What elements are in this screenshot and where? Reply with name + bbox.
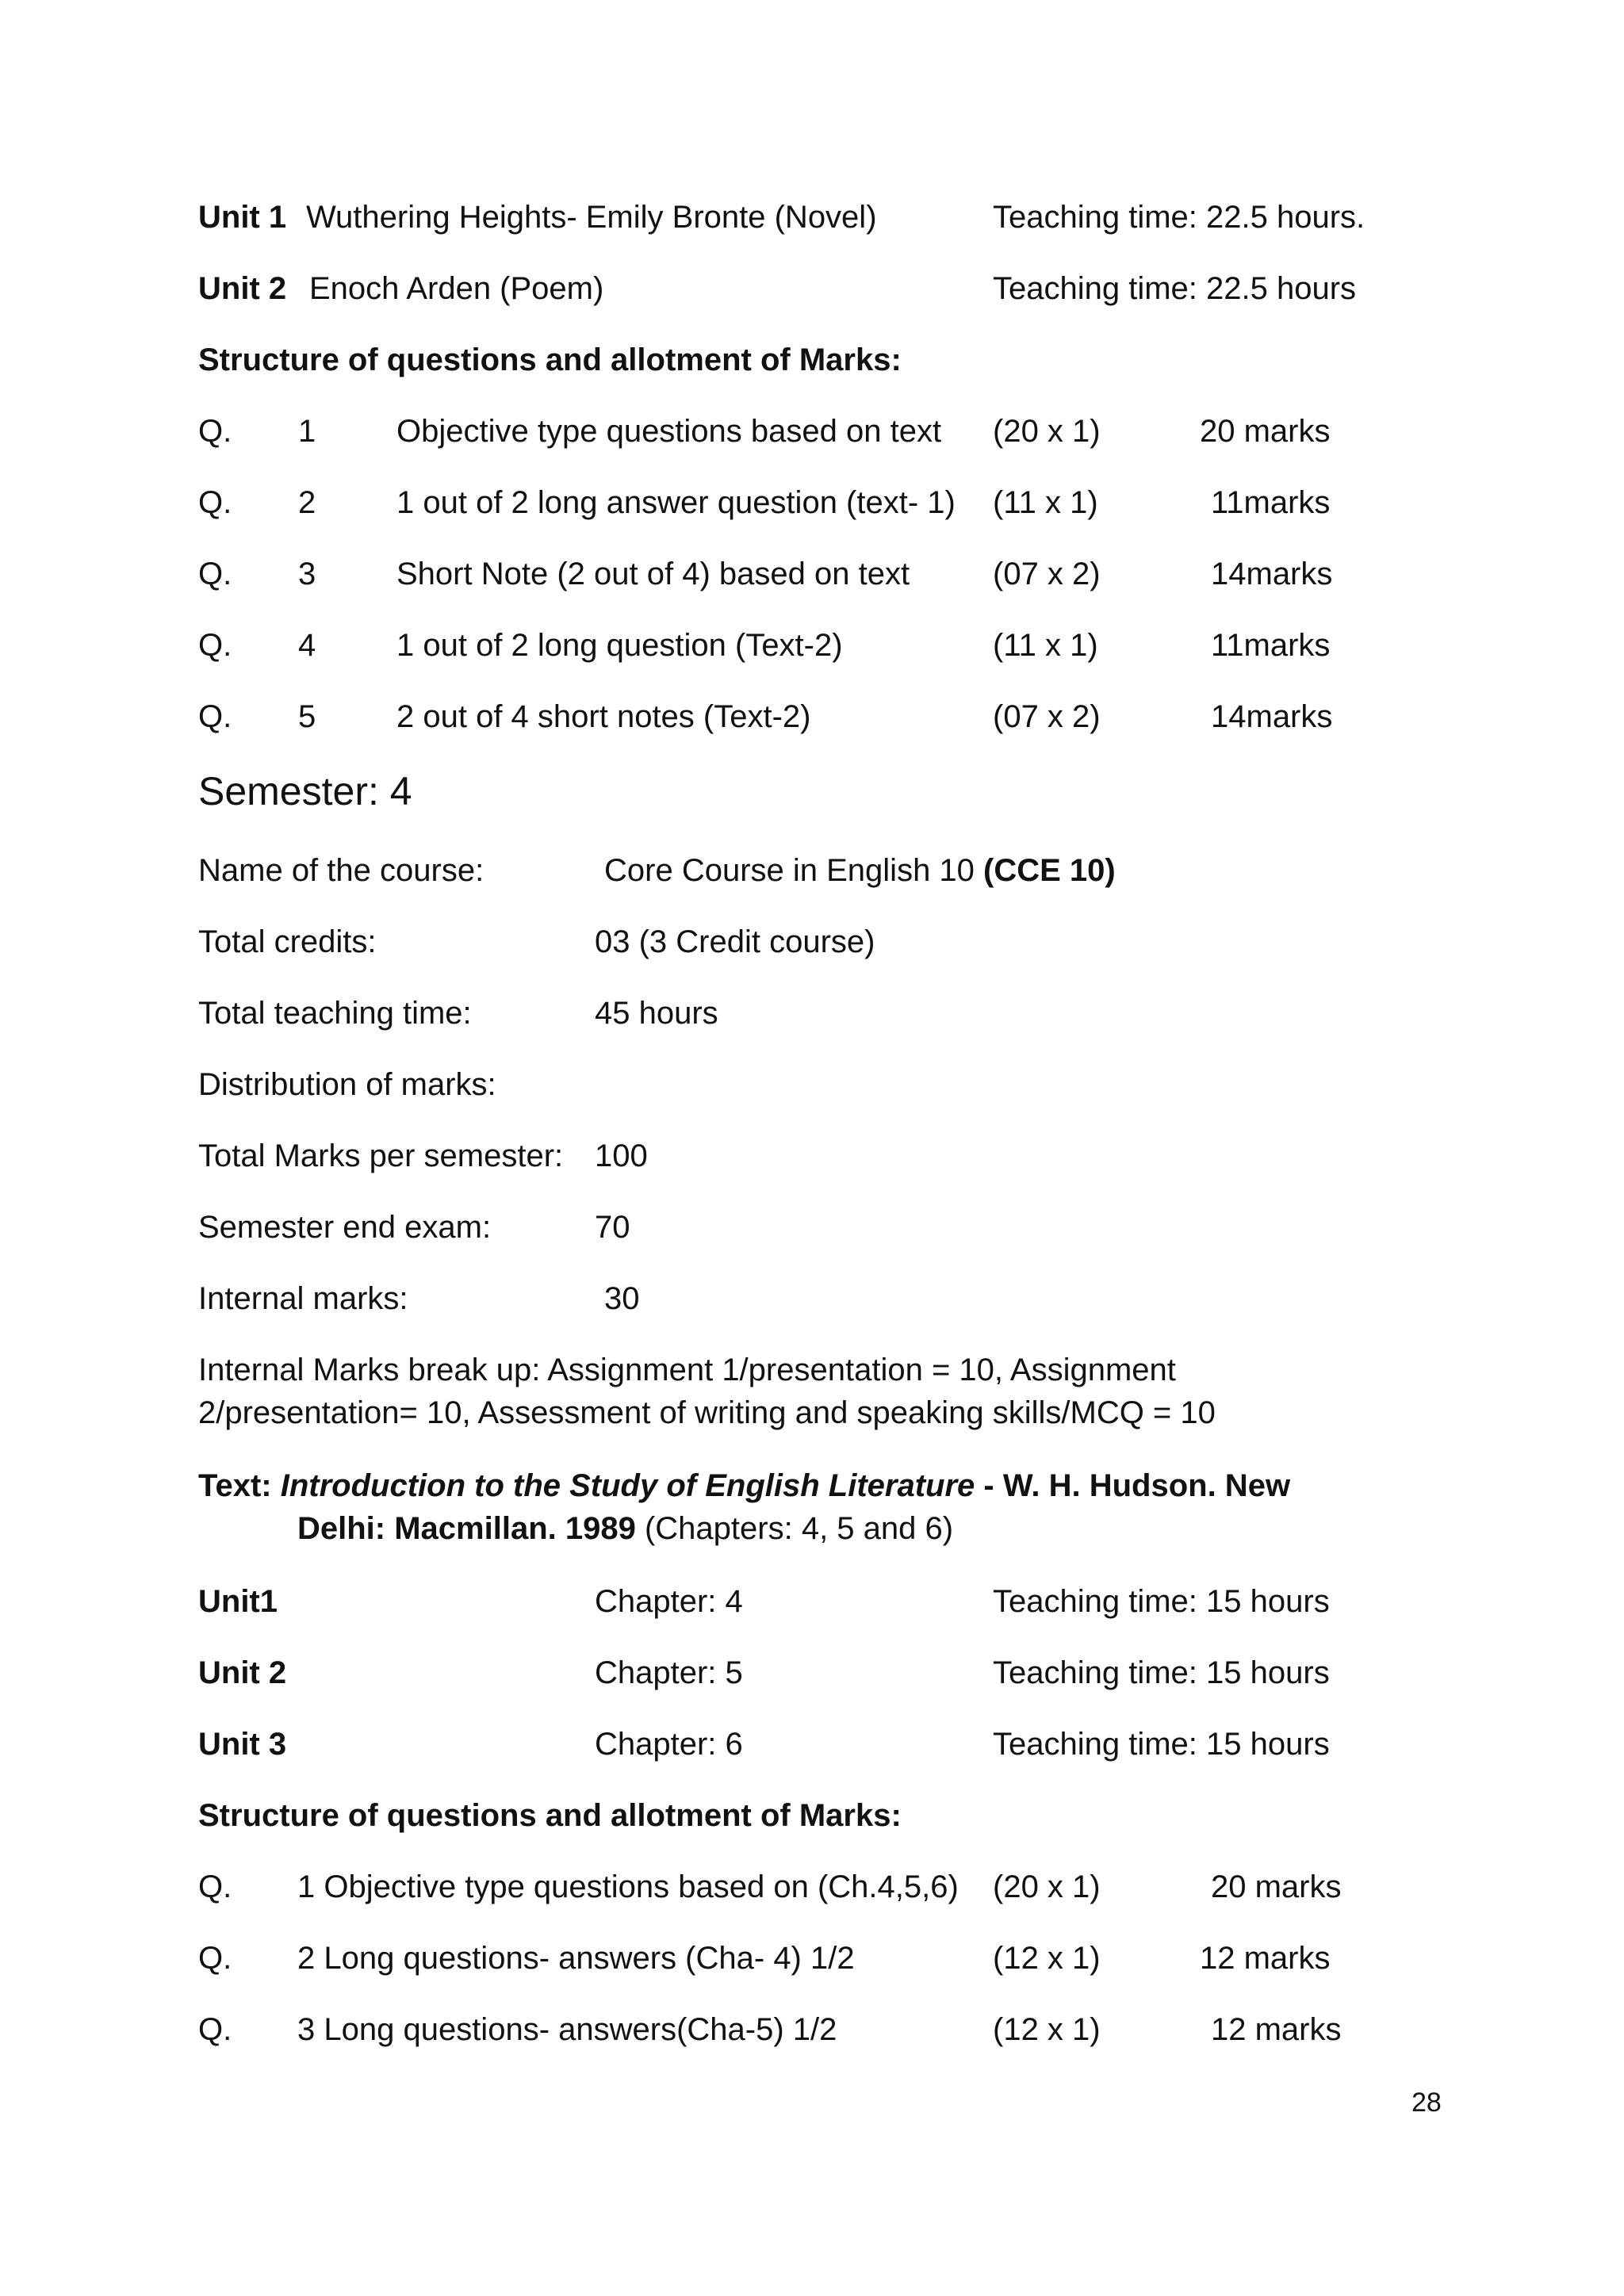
question-number: 5 — [298, 699, 316, 734]
text-chapters: (Chapters: 4, 5 and 6) — [644, 1511, 954, 1546]
question-calc: (12 x 1) — [993, 2012, 1101, 2047]
question-prefix: Q. — [198, 699, 232, 734]
distribution-label: Distribution of marks: — [198, 1067, 496, 1102]
question-prefix: Q. — [198, 485, 232, 520]
question-prefix: Q. — [198, 1941, 232, 1976]
question-marks: 12 marks — [1211, 2012, 1342, 2047]
question-prefix: Q. — [198, 2012, 232, 2047]
sem4-unit-1-label: Unit1 — [198, 1584, 278, 1619]
text-author: - W. H. Hudson. New — [983, 1468, 1291, 1503]
total-credits-value: 03 (3 Credit course) — [595, 924, 875, 959]
end-exam-label: Semester end exam: — [198, 1210, 492, 1245]
total-credits-label: Total credits: — [198, 924, 377, 959]
sem4-unit-1-time: Teaching time: 15 hours — [993, 1584, 1330, 1619]
total-marks-value: 100 — [595, 1138, 648, 1173]
question-number: 3 — [298, 557, 316, 591]
course-name-value — [604, 851, 1116, 890]
sem4-unit-3-label: Unit 3 — [198, 1727, 287, 1762]
structure-heading-2: Structure of questions and allotment of Marks: — [198, 1798, 902, 1833]
teaching-time-label: Total teaching time: — [198, 996, 472, 1031]
text-reference-line-2 — [297, 1510, 953, 1548]
question-number: 2 — [298, 485, 316, 520]
question-calc: (11 x 1) — [993, 628, 1098, 663]
question-calc: (07 x 2) — [993, 557, 1101, 591]
structure-heading-1: Structure of questions and allotment of Marks: — [198, 342, 902, 377]
end-exam-value: 70 — [595, 1210, 630, 1245]
question-text: 1 out of 2 long question (Text-2) — [396, 628, 843, 663]
course-name-label: Name of the course: — [198, 853, 485, 888]
question-text: Objective type questions based on text — [396, 414, 942, 449]
question-number: 1 — [298, 414, 316, 449]
question-marks: 12 marks — [1200, 1941, 1331, 1976]
question-marks: 11marks — [1211, 485, 1331, 520]
unit-2-title: Enoch Arden (Poem) — [309, 271, 604, 306]
semester-heading: Semester: 4 — [198, 769, 412, 813]
question-text: 1 Objective type questions based on (Ch.4,5,6) — [297, 1869, 959, 1904]
page-number: 28 — [1411, 2087, 1442, 2118]
question-text: 3 Long questions- answers(Cha-5) 1/2 — [297, 2012, 837, 2047]
sem4-unit-3-time: Teaching time: 15 hours — [993, 1727, 1330, 1762]
internal-breakup-line-2: 2/presentation= 10, Assessment of writing and speaking skills/MCQ = 10 — [198, 1395, 1216, 1430]
question-calc: (12 x 1) — [993, 1941, 1101, 1976]
question-text: Short Note (2 out of 4) based on text — [396, 557, 910, 591]
sem4-unit-2-chapter: Chapter: 5 — [595, 1655, 743, 1690]
unit-2-teaching-time: Teaching time: 22.5 hours — [993, 271, 1357, 306]
sem4-unit-1-chapter: Chapter: 4 — [595, 1584, 743, 1619]
text-reference-line-1 — [198, 1467, 1290, 1505]
question-text: 1 out of 2 long answer question (text- 1) — [396, 485, 956, 520]
total-marks-label: Total Marks per semester: — [198, 1138, 564, 1173]
question-calc: (11 x 1) — [993, 485, 1098, 520]
question-number: 4 — [298, 628, 316, 663]
sem4-unit-3-chapter: Chapter: 6 — [595, 1727, 743, 1762]
course-code: (CCE 10) — [983, 853, 1116, 888]
unit-1-teaching-time: Teaching time: 22.5 hours. — [993, 200, 1365, 235]
question-calc: (07 x 2) — [993, 699, 1101, 734]
sem4-unit-2-time: Teaching time: 15 hours — [993, 1655, 1330, 1690]
question-prefix: Q. — [198, 1869, 232, 1904]
question-marks: 20 marks — [1211, 1869, 1342, 1904]
course-name-text: Core Course in English 10 — [604, 853, 975, 888]
question-prefix: Q. — [198, 414, 232, 449]
question-text: 2 Long questions- answers (Cha- 4) 1/2 — [297, 1941, 855, 1976]
unit-2-label: Unit 2 — [198, 271, 287, 306]
question-prefix: Q. — [198, 557, 232, 591]
internal-breakup-line-1: Internal Marks break up: Assignment 1/presentation = 10, Assignment — [198, 1353, 1176, 1387]
teaching-time-value: 45 hours — [595, 996, 718, 1031]
question-marks: 14marks — [1211, 557, 1333, 591]
question-text: 2 out of 4 short notes (Text-2) — [396, 699, 811, 734]
internal-marks-value: 30 — [604, 1281, 640, 1316]
question-calc: (20 x 1) — [993, 414, 1101, 449]
question-marks: 14marks — [1211, 699, 1333, 734]
unit-1-label: Unit 1 — [198, 200, 287, 235]
question-calc: (20 x 1) — [993, 1869, 1101, 1904]
text-label: Text: — [198, 1468, 272, 1503]
unit-1-title: Wuthering Heights- Emily Bronte (Novel) — [306, 200, 877, 235]
sem4-unit-2-label: Unit 2 — [198, 1655, 287, 1690]
text-title: Introduction to the Study of English Literature — [280, 1468, 975, 1503]
question-marks: 11marks — [1211, 628, 1331, 663]
question-marks: 20 marks — [1200, 414, 1331, 449]
internal-marks-label: Internal marks: — [198, 1281, 408, 1316]
question-prefix: Q. — [198, 628, 232, 663]
text-publisher: Delhi: Macmillan. 1989 — [297, 1511, 636, 1546]
